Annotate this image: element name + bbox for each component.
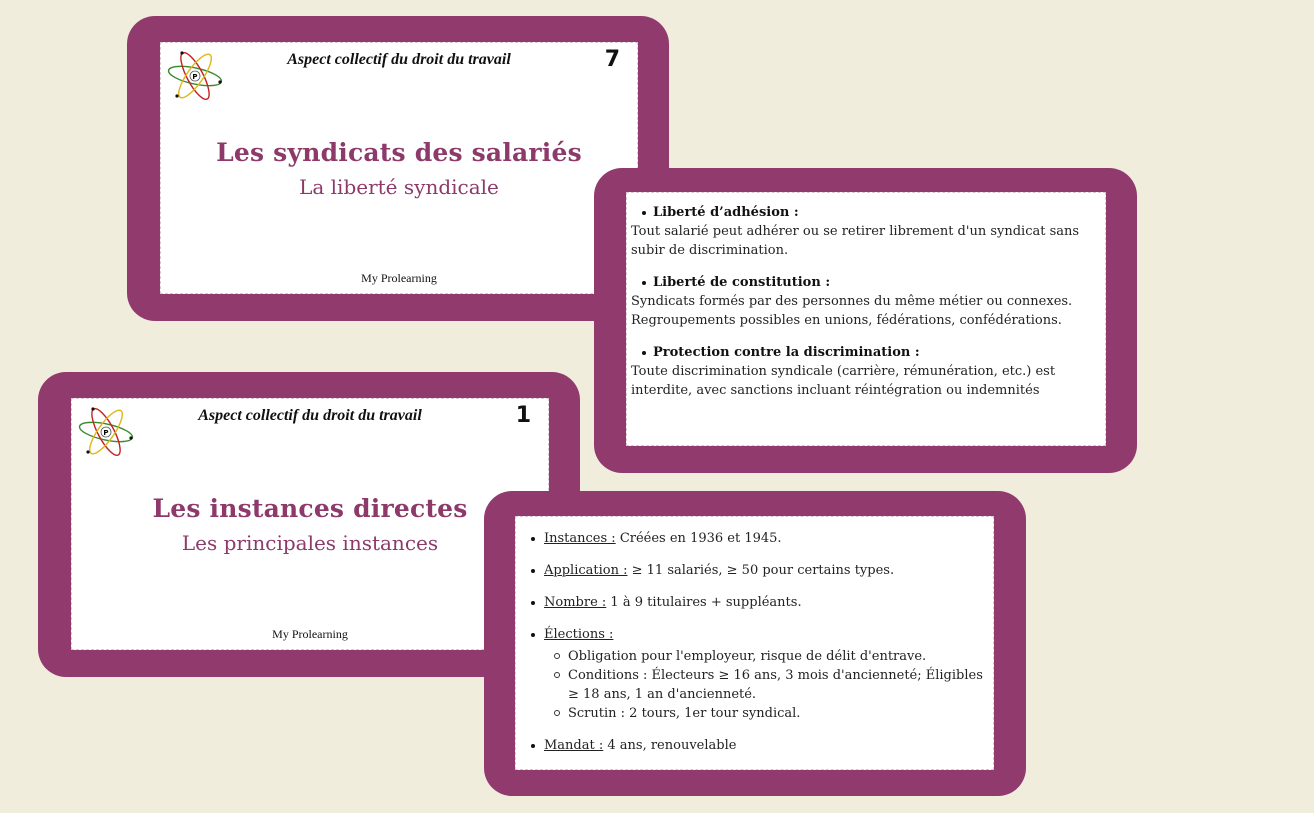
item-text: 1 à 9 titulaires + suppléants. xyxy=(606,595,802,610)
flashcard-liberte-syndicale-back[interactable] xyxy=(594,168,1137,473)
card-subtitle: Les principales instances xyxy=(181,531,439,555)
list-item xyxy=(527,626,988,723)
card-face xyxy=(160,42,638,294)
card-title: Les instances directes xyxy=(152,494,468,523)
list-item xyxy=(527,530,988,548)
list-item xyxy=(626,344,1106,400)
bullet-icon xyxy=(642,211,646,215)
card-face xyxy=(515,516,994,770)
brand-label: My Prolearning xyxy=(272,627,348,641)
chapter-title: Aspect collectif du droit du travail xyxy=(198,407,422,424)
card-title: Les syndicats des salariés xyxy=(216,138,582,167)
instances-list xyxy=(527,530,988,769)
bullet-icon xyxy=(642,351,646,355)
item-text: Tout salarié peut adhérer ou se retirer librement d'un syndicat sans subir de discrimination. xyxy=(631,224,1080,258)
item-heading: Liberté de constitution : xyxy=(653,275,831,290)
list-item xyxy=(626,204,1106,260)
item-text: Créées en 1936 et 1945. xyxy=(615,531,782,546)
item-label: Mandat : xyxy=(544,738,604,753)
liberte-list xyxy=(626,204,1106,414)
item-text: ≥ 11 salariés, ≥ 50 pour certains types. xyxy=(627,563,895,578)
item-label: Instances : xyxy=(544,531,616,546)
sub-list xyxy=(544,647,988,723)
item-heading: Liberté d’adhésion : xyxy=(653,205,799,220)
item-text: Toute discrimination syndicale (carrière, rémunération, etc.) est interdite, avec sanctions incluant réintégration ou indemnités xyxy=(631,364,1056,398)
svg-text:P: P xyxy=(103,429,109,437)
item-label: Élections : xyxy=(544,627,614,642)
chapter-title: Aspect collectif du droit du travail xyxy=(287,51,511,68)
card-number: 1 xyxy=(515,403,531,428)
brand-label: My Prolearning xyxy=(361,271,437,285)
card-subtitle: La liberté syndicale xyxy=(299,175,499,199)
item-text: 4 ans, renouvelable xyxy=(603,738,737,753)
svg-text:P: P xyxy=(192,73,198,81)
list-item xyxy=(527,562,988,580)
sub-item: Scrutin : 2 tours, 1er tour syndical. xyxy=(544,704,988,723)
sub-item: Obligation pour l'employeur, risque de délit d'entrave. xyxy=(544,647,988,666)
list-item xyxy=(527,594,988,612)
card-face xyxy=(71,398,549,650)
item-text: Syndicats formés par des personnes du même métier ou connexes. Regroupements possibles en unions, fédérations, confédérations. xyxy=(631,294,1073,328)
card-face xyxy=(626,192,1106,446)
item-heading: Protection contre la discrimination : xyxy=(653,345,920,360)
card-number: 7 xyxy=(604,47,620,72)
flashcard-syndicats[interactable] xyxy=(127,16,669,321)
bullet-icon xyxy=(642,281,646,285)
item-label: Application : xyxy=(544,563,628,578)
list-item xyxy=(626,274,1106,330)
flashcard-instances-back[interactable] xyxy=(484,491,1026,796)
list-item xyxy=(527,737,988,755)
sub-item: Conditions : Électeurs ≥ 16 ans, 3 mois d'ancienneté; Éligibles ≥ 18 ans, 1 an d'ancienneté. xyxy=(544,666,988,704)
item-label: Nombre : xyxy=(544,595,607,610)
